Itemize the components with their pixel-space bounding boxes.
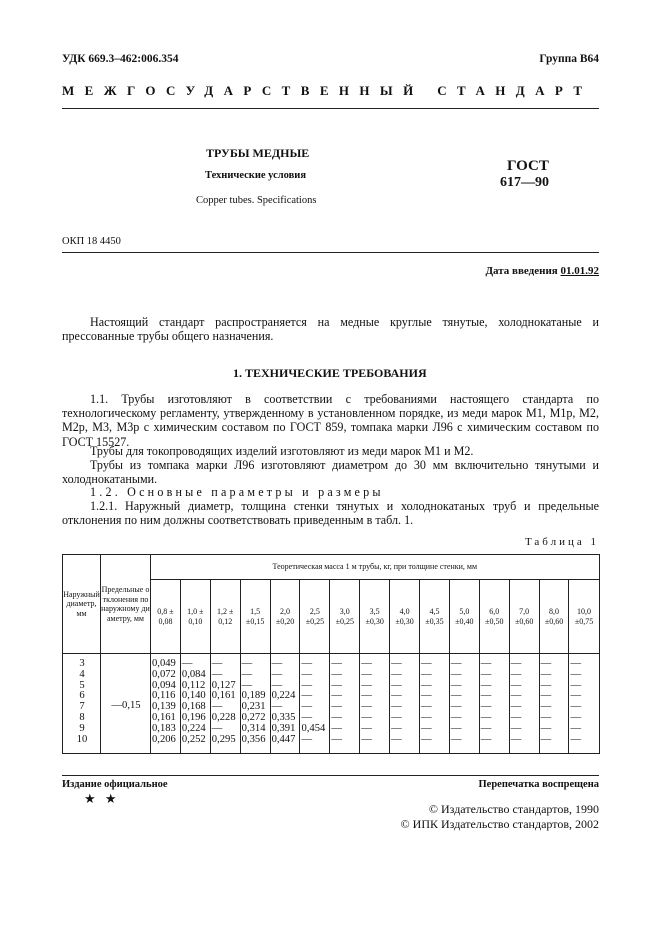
document-subtitle: Технические условия bbox=[205, 170, 307, 181]
mass-cell: — bbox=[390, 681, 420, 692]
group-code: Группа В64 bbox=[539, 53, 599, 65]
mass-cell: 0,049 bbox=[151, 654, 181, 670]
mass-cell: — bbox=[539, 702, 569, 713]
mass-cell: — bbox=[479, 654, 509, 670]
wall-thickness-3: 1,5 ±0,15 bbox=[240, 580, 270, 654]
mass-cell: 0,206 bbox=[151, 735, 181, 754]
mass-cell: — bbox=[569, 713, 599, 724]
wall-thickness-2: 1,2 ± 0,12 bbox=[210, 580, 240, 654]
mass-cell: — bbox=[330, 654, 360, 670]
mass-cell: 0,183 bbox=[151, 724, 181, 735]
mass-cell: 0,335 bbox=[270, 713, 300, 724]
mass-cell: — bbox=[390, 724, 420, 735]
mass-cell: — bbox=[300, 691, 330, 702]
mass-table bbox=[62, 554, 600, 754]
mass-cell: — bbox=[569, 670, 599, 681]
mass-cell: — bbox=[420, 691, 450, 702]
mass-cell: — bbox=[300, 702, 330, 713]
intro-date bbox=[485, 265, 599, 277]
mass-cell: — bbox=[420, 713, 450, 724]
mass-cell: — bbox=[479, 735, 509, 754]
mass-cell: — bbox=[420, 735, 450, 754]
wall-thickness-10: 5,0 ±0,40 bbox=[449, 580, 479, 654]
diameter-cell: 3 bbox=[63, 654, 101, 670]
mass-cell: 0,196 bbox=[180, 713, 210, 724]
wall-thickness-11: 6,0 ±0,50 bbox=[479, 580, 509, 654]
mass-cell: — bbox=[360, 713, 390, 724]
mass-cell: — bbox=[330, 724, 360, 735]
mass-cell: — bbox=[449, 702, 479, 713]
mass-cell: — bbox=[479, 670, 509, 681]
mass-cell: — bbox=[509, 670, 539, 681]
diameter-cell: 9 bbox=[63, 724, 101, 735]
table-body bbox=[63, 654, 600, 754]
mass-cell: — bbox=[569, 681, 599, 692]
mass-cell: — bbox=[180, 654, 210, 670]
mass-cell: — bbox=[300, 681, 330, 692]
tolerance-cell: —0,15 bbox=[101, 654, 151, 754]
mass-cell: — bbox=[539, 670, 569, 681]
okp-rule bbox=[62, 252, 599, 253]
footer-rule bbox=[62, 775, 599, 776]
mass-cell: — bbox=[479, 691, 509, 702]
mass-cell: — bbox=[330, 681, 360, 692]
mass-cell: — bbox=[390, 670, 420, 681]
table-row bbox=[63, 654, 600, 670]
mass-cell: — bbox=[420, 681, 450, 692]
mass-cell: — bbox=[539, 713, 569, 724]
mass-cell: — bbox=[270, 670, 300, 681]
mass-cell: — bbox=[240, 681, 270, 692]
mass-cell: — bbox=[509, 654, 539, 670]
section-1-title: 1. ТЕХНИЧЕСКИЕ ТРЕБОВАНИЯ bbox=[233, 366, 427, 380]
mass-cell: 0,224 bbox=[270, 691, 300, 702]
wall-thickness-0: 0,8 ± 0,08 bbox=[151, 580, 181, 654]
mass-cell: — bbox=[390, 735, 420, 754]
mass-cell: — bbox=[449, 654, 479, 670]
mass-cell: — bbox=[509, 735, 539, 754]
mass-cell: 0,228 bbox=[210, 713, 240, 724]
english-title: Copper tubes. Specifications bbox=[196, 195, 317, 206]
gost-label: ГОСТ bbox=[507, 158, 549, 174]
udk-code: УДК 669.3–462:006.354 bbox=[62, 53, 179, 65]
mass-cell: — bbox=[569, 702, 599, 713]
mass-cell: — bbox=[360, 670, 390, 681]
diameter-cell: 7 bbox=[63, 702, 101, 713]
standard-banner: МЕЖГОСУДАРСТВЕННЫЙ СТАНДАРТ bbox=[62, 83, 593, 98]
mass-cell: — bbox=[390, 713, 420, 724]
wall-thickness-8: 4,0 ±0,30 bbox=[390, 580, 420, 654]
mass-cell: — bbox=[509, 724, 539, 735]
mass-cell: — bbox=[509, 681, 539, 692]
mass-cell: — bbox=[449, 713, 479, 724]
mass-cell: 0,094 bbox=[151, 681, 181, 692]
mass-cell: — bbox=[479, 681, 509, 692]
mass-cell: — bbox=[390, 654, 420, 670]
mass-cell: — bbox=[420, 654, 450, 670]
mass-cell: 0,112 bbox=[180, 681, 210, 692]
mass-cell: — bbox=[210, 654, 240, 670]
mass-cell: — bbox=[240, 654, 270, 670]
diameter-cell: 6 bbox=[63, 691, 101, 702]
mass-cell: — bbox=[360, 702, 390, 713]
mass-cell: 0,127 bbox=[210, 681, 240, 692]
mass-cell: — bbox=[330, 670, 360, 681]
mass-cell: — bbox=[449, 735, 479, 754]
mass-cell: — bbox=[569, 691, 599, 702]
gost-number: 617—90 bbox=[500, 175, 549, 190]
mass-cell: — bbox=[360, 681, 390, 692]
okp-code: ОКП 18 4450 bbox=[62, 236, 121, 247]
intro-paragraph: Настоящий стандарт распространяется на медные круглые тянутые, холоднокатаные и прессованные трубы общего назначения. bbox=[62, 315, 599, 344]
mass-cell: — bbox=[539, 735, 569, 754]
paragraph-1-1-b: Трубы для токопроводящих изделий изготовляют из меди марок М1 и М2. bbox=[90, 444, 474, 458]
mass-cell: — bbox=[449, 691, 479, 702]
wall-thickness-1: 1,0 ± 0,10 bbox=[180, 580, 210, 654]
wall-thickness-6: 3,0 ±0,25 bbox=[330, 580, 360, 654]
mass-cell: 0,454 bbox=[300, 724, 330, 735]
mass-cell: — bbox=[390, 702, 420, 713]
header-rule bbox=[62, 108, 599, 109]
diameter-cell: 10 bbox=[63, 735, 101, 754]
mass-cell: — bbox=[240, 670, 270, 681]
mass-cell: 0,356 bbox=[240, 735, 270, 754]
diameter-cell: 4 bbox=[63, 670, 101, 681]
mass-cell: 0,139 bbox=[151, 702, 181, 713]
mass-cell: — bbox=[569, 735, 599, 754]
mass-cell: — bbox=[210, 724, 240, 735]
mass-cell: — bbox=[300, 654, 330, 670]
mass-cell: — bbox=[300, 735, 330, 754]
reprint-notice: Перепечатка воспрещена bbox=[478, 779, 599, 790]
mass-cell: — bbox=[479, 724, 509, 735]
mass-cell: — bbox=[300, 670, 330, 681]
mass-cell: 0,072 bbox=[151, 670, 181, 681]
mass-cell: — bbox=[270, 681, 300, 692]
mass-cell: — bbox=[539, 681, 569, 692]
mass-cell: 0,140 bbox=[180, 691, 210, 702]
mass-cell: — bbox=[420, 702, 450, 713]
mass-cell: 0,391 bbox=[270, 724, 300, 735]
wall-thickness-5: 2,5 ±0,25 bbox=[300, 580, 330, 654]
document-title: ТРУБЫ МЕДНЫЕ bbox=[206, 146, 310, 160]
mass-cell: 0,272 bbox=[240, 713, 270, 724]
mass-cell: — bbox=[210, 702, 240, 713]
mass-cell: 0,314 bbox=[240, 724, 270, 735]
mass-cell: 0,447 bbox=[270, 735, 300, 754]
mass-cell: — bbox=[360, 724, 390, 735]
wall-thickness-9: 4,5 ±0,35 bbox=[420, 580, 450, 654]
mass-cell: 0,295 bbox=[210, 735, 240, 754]
mass-cell: — bbox=[270, 654, 300, 670]
mass-cell: — bbox=[569, 724, 599, 735]
mass-cell: — bbox=[420, 724, 450, 735]
mass-cell: — bbox=[449, 670, 479, 681]
mass-cell: 0,231 bbox=[240, 702, 270, 713]
mass-cell: — bbox=[539, 654, 569, 670]
mass-cell: 0,161 bbox=[210, 691, 240, 702]
mass-cell: — bbox=[449, 724, 479, 735]
mass-cell: — bbox=[420, 670, 450, 681]
mass-cell: — bbox=[330, 735, 360, 754]
diameter-cell: 8 bbox=[63, 713, 101, 724]
mass-cell: — bbox=[479, 702, 509, 713]
paragraph-1-2-1: 1.2.1. Наружный диаметр, толщина стенки тянутых и холоднокатаных труб и предельные отклонения по ним должны соответствовать приведенным в табл. 1. bbox=[62, 499, 599, 528]
mass-cell: — bbox=[360, 654, 390, 670]
wall-thickness-13: 8,0 ±0,60 bbox=[539, 580, 569, 654]
mass-cell: — bbox=[569, 654, 599, 670]
wall-thickness-14: 10,0 ±0,75 bbox=[569, 580, 599, 654]
official-edition: Издание официальное bbox=[62, 779, 168, 790]
mass-cell: — bbox=[330, 702, 360, 713]
paragraph-1-1-c: Трубы из томпака марки Л96 изготовляют диаметром до 30 мм включительно тянутыми и холоднокатаными. bbox=[62, 458, 599, 487]
table-caption: Таблица 1 bbox=[524, 536, 599, 548]
copyright-2002: © ИПК Издательство стандартов, 2002 bbox=[400, 817, 599, 831]
mass-cell: — bbox=[300, 713, 330, 724]
mass-cell: — bbox=[449, 681, 479, 692]
mass-cell: 0,252 bbox=[180, 735, 210, 754]
intro-date-label: Дата введения bbox=[485, 265, 558, 277]
mass-cell: — bbox=[509, 713, 539, 724]
mass-group-header: Теоретическая масса 1 м трубы, кг, при толщине стенки, мм bbox=[151, 555, 600, 580]
mass-cell: 0,084 bbox=[180, 670, 210, 681]
mass-cell: — bbox=[270, 702, 300, 713]
wall-thickness-12: 7,0 ±0,60 bbox=[509, 580, 539, 654]
mass-cell: 0,189 bbox=[240, 691, 270, 702]
paragraph-1-2: 1.2. Основные параметры и размеры bbox=[90, 485, 384, 499]
mass-cell: — bbox=[539, 724, 569, 735]
mass-cell: — bbox=[479, 713, 509, 724]
copyright-1990: © Издательство стандартов, 1990 bbox=[428, 802, 599, 816]
intro-date-value: 01.01.92 bbox=[560, 265, 599, 277]
mass-cell: 0,224 bbox=[180, 724, 210, 735]
mass-cell: — bbox=[330, 691, 360, 702]
mass-cell: — bbox=[210, 670, 240, 681]
wall-thickness-4: 2,0 ±0,20 bbox=[270, 580, 300, 654]
col-diameter-header: Наружный диаметр, мм bbox=[63, 555, 101, 654]
mass-cell: 0,168 bbox=[180, 702, 210, 713]
stars-mark: ★ ★ bbox=[84, 791, 120, 806]
paragraph-1-1: 1.1. Трубы изготовляют в соответствии с требованиями настоящего стандарта по технологическому регламенту, утвержденному в установленном порядке, из меди марок М1, М1р, М2, М2р, М3, М3р с химическим составом по ГОСТ 859, томпака марки Л96 с химическим составом по ГОСТ 15527. bbox=[62, 392, 599, 449]
mass-cell: 0,116 bbox=[151, 691, 181, 702]
mass-cell: — bbox=[509, 691, 539, 702]
mass-cell: — bbox=[539, 691, 569, 702]
mass-cell: — bbox=[360, 735, 390, 754]
wall-thickness-7: 3,5 ±0,30 bbox=[360, 580, 390, 654]
mass-cell: — bbox=[509, 702, 539, 713]
diameter-cell: 5 bbox=[63, 681, 101, 692]
mass-cell: — bbox=[330, 713, 360, 724]
mass-cell: — bbox=[360, 691, 390, 702]
mass-cell: — bbox=[390, 691, 420, 702]
mass-cell: 0,161 bbox=[151, 713, 181, 724]
col-tolerance-header: Предельные отклонения по наружному диаметру, мм bbox=[101, 555, 151, 654]
